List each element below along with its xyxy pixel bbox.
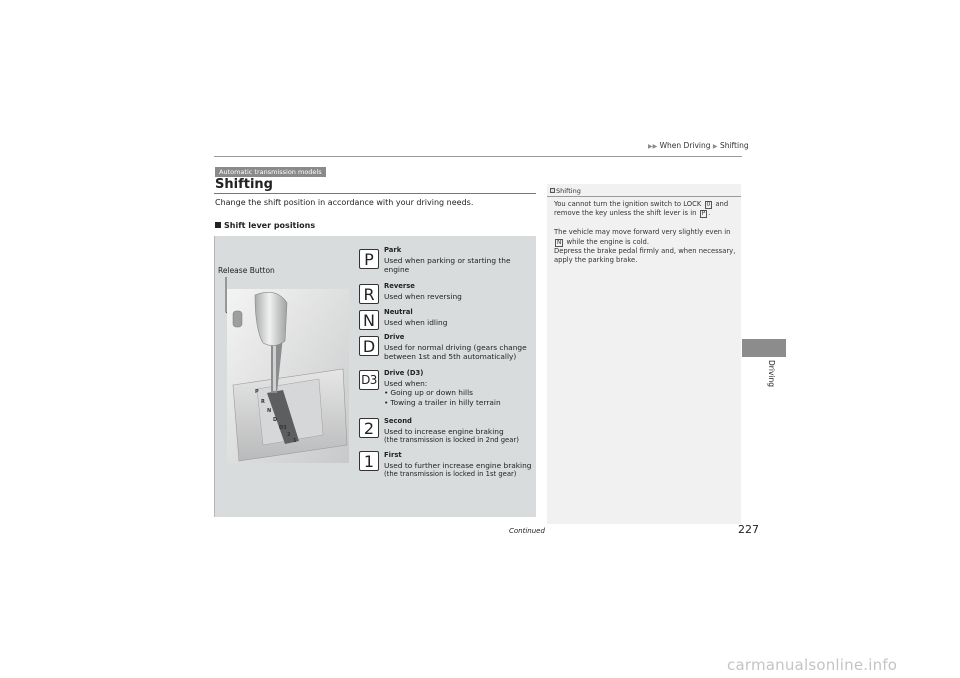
sidebar-paragraph-1: You cannot turn the ignition switch to LOCK 0 and remove the key unless the shift lever is in P .	[554, 200, 729, 218]
position-name: First	[384, 451, 402, 459]
position-d-description	[384, 333, 534, 362]
sidebar-heading: Shifting	[550, 187, 581, 195]
square-bullet-icon	[215, 222, 221, 228]
position-r-icon: R	[359, 284, 379, 304]
position-name: Second	[384, 417, 412, 425]
position-r-description	[384, 282, 534, 301]
svg-text:R: R	[261, 399, 265, 405]
position-desc: Used when reversing	[384, 291, 462, 301]
bullet-item: • Towing a trailer in hilly terrain	[384, 398, 534, 408]
breadcrumb-arrow-icon: ▶▶	[648, 143, 658, 150]
chapter-tab[interactable]	[742, 339, 786, 357]
svg-text:D: D	[273, 417, 278, 423]
breadcrumb-item-shifting[interactable]: Shifting	[719, 141, 749, 150]
position-desc: Used to increase engine braking	[384, 426, 504, 436]
position-name: Park	[384, 246, 402, 254]
svg-text:1: 1	[293, 438, 297, 444]
position-desc: Used when parking or starting the engine	[384, 255, 511, 275]
svg-text:P: P	[255, 389, 259, 395]
position-d-icon: D	[359, 336, 379, 356]
shift-lever-photo	[227, 289, 349, 463]
sidebar-paragraph-2: The vehicle may move forward very slightly even in N while the engine is cold.	[554, 228, 731, 246]
svg-text:2: 2	[287, 432, 291, 438]
bullet-item: • Going up or down hills	[384, 388, 534, 398]
position-2-icon: 2	[359, 418, 379, 438]
page-number: 227	[738, 523, 759, 536]
key-p-icon: P	[701, 211, 706, 218]
position-name: Drive	[384, 333, 405, 341]
position-d3-icon: D3	[359, 370, 379, 390]
position-desc: Used for normal driving (gears change between 1st and 5th automatically)	[384, 342, 527, 362]
key-n-icon: N	[557, 239, 562, 246]
breadcrumb-arrow-icon: ▶	[712, 143, 718, 150]
subheading-text: Shift lever positions	[224, 221, 316, 230]
breadcrumb-item-when-driving[interactable]: When Driving	[659, 141, 711, 150]
position-p-description	[384, 246, 534, 275]
position-desc: Used when idling	[384, 317, 448, 327]
header-rule	[214, 156, 742, 157]
position-1-description	[384, 451, 534, 480]
page-title: Shifting	[215, 177, 273, 192]
position-n-icon: N	[359, 310, 379, 330]
position-1-icon: 1	[359, 451, 379, 471]
subheading	[215, 221, 315, 230]
sidebar-rule	[547, 196, 741, 197]
release-button-label: Release Button	[218, 266, 275, 275]
panel-edge	[214, 236, 215, 517]
position-desc: Used to further increase engine braking	[384, 460, 532, 470]
title-rule	[214, 193, 536, 194]
model-badge: Automatic transmission models	[215, 167, 326, 177]
sidebar-notes	[554, 200, 738, 275]
chapter-tab-label: Driving	[767, 360, 776, 387]
watermark: carmanualsonline.info	[727, 656, 898, 674]
position-desc: Used when:	[384, 378, 428, 388]
breadcrumb	[648, 141, 749, 150]
position-2-description	[384, 417, 534, 446]
position-note: (the transmission is locked in 2nd gear)	[384, 436, 519, 445]
position-name: Drive (D3)	[384, 369, 424, 377]
key-lock-icon: 0	[706, 202, 711, 208]
position-n-description	[384, 308, 534, 327]
position-name: Neutral	[384, 308, 413, 316]
position-name: Reverse	[384, 282, 415, 290]
sidebar-paragraph-3: Depress the brake pedal firmly and, when necessary, apply the parking brake.	[554, 247, 736, 265]
continued-label: Continued	[509, 527, 545, 535]
svg-text:D3: D3	[279, 425, 287, 431]
position-d3-description	[384, 369, 534, 407]
position-note: (the transmission is locked in 1st gear)	[384, 470, 517, 479]
position-p-icon: P	[359, 249, 379, 269]
intro-text: Change the shift position in accordance with your driving needs.	[215, 198, 474, 207]
svg-text:N: N	[267, 408, 272, 414]
note-icon	[550, 188, 555, 193]
